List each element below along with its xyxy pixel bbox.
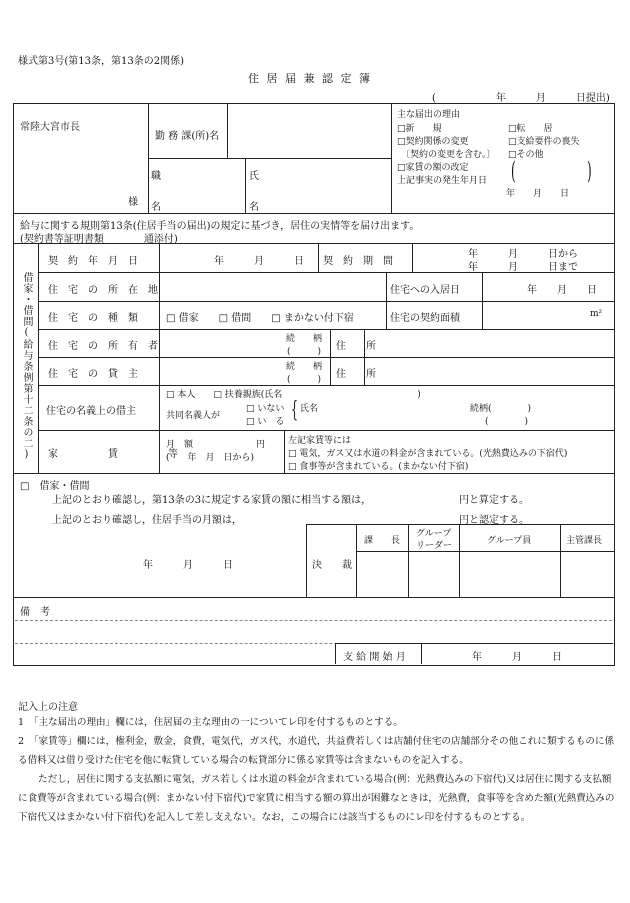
remarks-label: 備 考 — [20, 607, 50, 618]
supervisor-stamp[interactable] — [562, 553, 612, 595]
payment-start-value[interactable]: 年 月 日 — [472, 652, 562, 663]
includes-title: 左記家賃等には — [288, 436, 352, 446]
nominal-self-dependent[interactable]: □ 本人 □ 扶養親族(氏名 ) — [166, 390, 421, 400]
section-chief-stamp[interactable] — [358, 553, 406, 595]
reason-loss-checkbox[interactable]: □支給要件の喪失 — [508, 137, 580, 147]
certification-line2: 上記のとおり確認し，住居手当の月額は， — [52, 515, 242, 526]
contract-period-label: 契 約 期 間 — [323, 256, 393, 267]
reason-other-checkbox[interactable]: □その他 — [508, 150, 544, 160]
note-item-2: 2 「家賃等」欄には，権利金，敷金，食費，電気代，ガス代，水道代，共益費若しくは店舗付住宅の店舗部分その他これに類するものに係る借料又は借り受けた住宅を他に転貸している場合の転貸部分に係る家賃等は含まないものを記入する。 — [18, 736, 615, 766]
certification-line2-end: 円と認定する。 — [459, 515, 529, 526]
owner-relation-field[interactable]: ( ) — [287, 347, 322, 357]
note-item-2b: ただし，居住に関する支払額に電気，ガス若しくは水道の料金が含まれている場合(例：光熱費込みの下宿代)又は居住に関する支払額に食費等が含まれている場合(例：まかない付下宿代)で家賃に相当する額の算出が困難なときは，光熱費，食事等を含めた額(光熱費込みの下宿代又はまかない付下宿代)を記入して差し支えない。なお，この場合には該当するものにレ印を付するものとする。 — [18, 774, 615, 823]
certification-line1-end: 円と算定する。 — [459, 495, 529, 506]
page-title: 住 居 届 兼 認 定 簿 — [248, 72, 372, 85]
contract-change-note: 〔契約の変更を含む。〕 — [401, 150, 496, 160]
reason-title: 主な届出の理由 — [397, 110, 461, 120]
reason-new-checkbox[interactable]: □新 規 — [397, 124, 442, 134]
side-label: 借家・借間(給与条例第十二条の二) — [21, 272, 32, 461]
post-field[interactable] — [162, 162, 242, 210]
form-number: 様式第3号(第13条，第13条の2関係) — [18, 56, 184, 67]
lender-address-label: 住 所 — [336, 369, 376, 380]
co-relation-field-2[interactable]: ( ) — [485, 417, 529, 427]
contract-date-label: 契 約 年 月 日 — [48, 256, 138, 267]
payment-start-label: 支 給 開 始 月 — [343, 652, 406, 663]
co-nominal-exists[interactable]: □ い る — [246, 417, 285, 427]
area-unit: m² — [590, 309, 603, 319]
statement-line1: 給与に関する規則第13条(住居手当の届出)の規定に基づき，居住の実情等を届け出ます。 — [20, 221, 420, 232]
owner-label: 住 宅 の 所 有 者 — [48, 341, 158, 352]
reason-transfer-checkbox[interactable]: □転 居 — [508, 124, 553, 134]
occurrence-date-label: 上記事実の発生年月日 — [397, 176, 488, 186]
contract-period-from[interactable]: 年 月 日から — [468, 249, 578, 260]
group-leader-stamp[interactable] — [410, 553, 457, 595]
move-in-value[interactable]: 年 月 日 — [527, 285, 597, 296]
move-in-label: 住宅への入居日 — [390, 285, 460, 296]
group-member-label: グループ員 — [487, 536, 532, 546]
group-leader-label-1: グループ — [416, 529, 452, 539]
bracket-right: ) — [587, 157, 592, 185]
name-field[interactable] — [262, 162, 388, 210]
group-member-stamp[interactable] — [461, 553, 558, 595]
owner-address-label: 住 所 — [336, 341, 376, 352]
group-leader-label-2: リーダー — [416, 541, 453, 551]
contract-period-to[interactable]: 年 月 日まで — [468, 262, 578, 273]
co-nominal-none[interactable]: □ いない — [246, 404, 285, 414]
submit-date[interactable]: ( 年 月 日提出) — [432, 93, 610, 104]
honorific: 様 — [128, 197, 138, 208]
post-label-1: 職 — [151, 171, 161, 182]
certification-date[interactable]: 年 月 日 — [143, 560, 233, 571]
lender-relation-field[interactable]: ( ) — [287, 375, 322, 385]
monthly-rent[interactable]: 月 額 円 — [166, 440, 266, 450]
reason-rent-revision-checkbox[interactable]: □家賃の額の改定 — [397, 163, 469, 173]
area-label: 住宅の契約面積 — [390, 313, 460, 324]
includes-meals-checkbox[interactable]: □ 食事等が含まれている。(まかない付下宿) — [288, 462, 469, 472]
notes-title: 記入上の注意 — [18, 702, 78, 713]
name-label-2: 名 — [249, 202, 259, 213]
co-relation-field[interactable]: 続柄( ) — [470, 404, 532, 414]
lender-label: 住 宅 の 貸 主 — [48, 369, 138, 380]
contract-date-value[interactable]: 年 月 日 — [214, 256, 304, 267]
location-field[interactable] — [163, 276, 383, 298]
location-label: 住 宅 の 所 在 地 — [48, 285, 158, 296]
statement-line2: (契約書等証明書類 通添付) — [20, 234, 178, 245]
type-options[interactable]: □ 借家 □ 借間 □ まかない付下宿 — [166, 313, 354, 324]
co-bracket: { — [291, 398, 298, 423]
name-label-1: 氏 — [249, 171, 259, 182]
lender-relation-label: 続 柄 — [286, 362, 323, 372]
monthly-rent-from[interactable]: ( 年 月 日から) — [166, 453, 255, 463]
type-label: 住 宅 の 種 類 — [48, 313, 138, 324]
department-label: 勤 務 課(所)名 — [155, 131, 220, 142]
mayor-label: 常陸大宮市長 — [20, 122, 80, 133]
reason-contract-change-checkbox[interactable]: □契約関係の変更 — [397, 137, 469, 147]
department-field[interactable] — [229, 108, 389, 156]
note-item-1: 1 「主な届出の理由」欄には，住居届の主な理由の一についてレ印を付するものとする。 — [18, 717, 403, 728]
occurrence-date[interactable]: 年 月 日 — [506, 189, 570, 199]
section-chief-label: 課 長 — [364, 536, 401, 546]
co-name-label: 氏名 — [300, 404, 319, 414]
rent-label: 家 賃 等 — [48, 449, 178, 460]
post-label-2: 名 — [151, 202, 161, 213]
remarks-field[interactable] — [15, 620, 612, 642]
co-nominal-label: 共同名義人が — [166, 411, 221, 421]
decision-label: 決 裁 — [312, 560, 352, 571]
includes-utilities-checkbox[interactable]: □ 電気，ガス又は水道の料金が含まれている。(光熱費込みの下宿代) — [288, 449, 568, 459]
bracket-left: ( — [511, 157, 516, 185]
certification-heading[interactable]: □ 借家・借間 — [20, 481, 90, 492]
supervisor-label: 主管課長 — [566, 536, 603, 546]
certification-line1: 上記のとおり確認し，第13条の3に規定する家賃の額に相当する額は， — [52, 495, 372, 506]
owner-relation-label: 続 柄 — [286, 334, 323, 344]
nominal-label: 住宅の名義上の借主 — [46, 406, 136, 417]
